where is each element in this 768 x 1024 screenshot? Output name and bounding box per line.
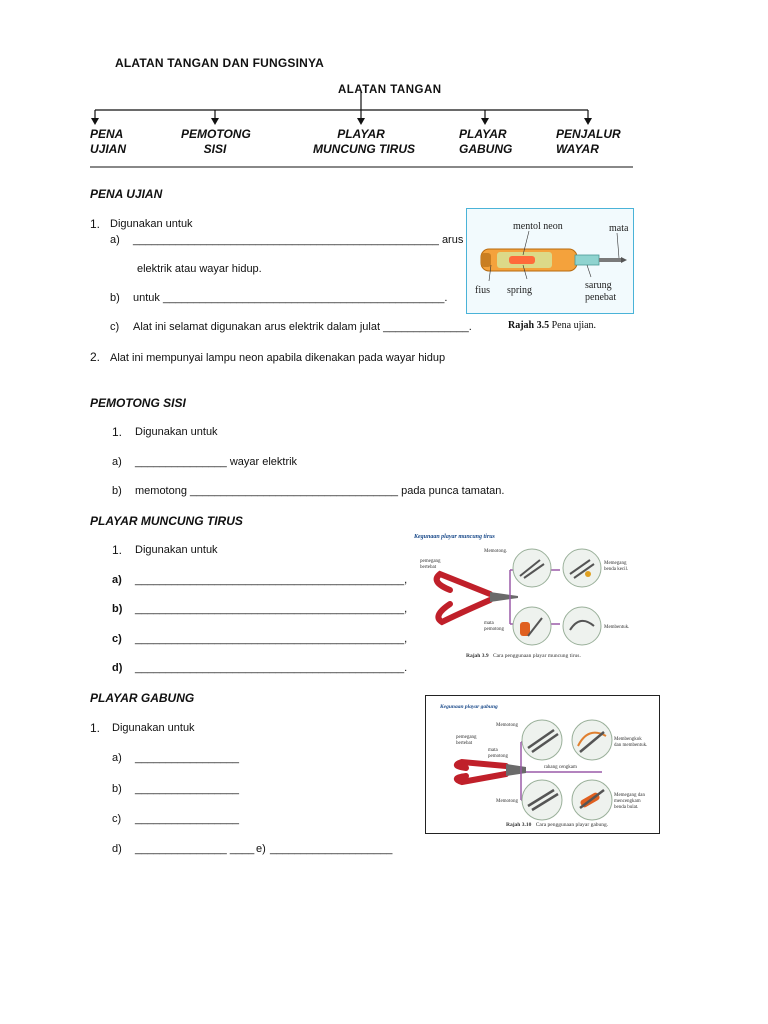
branch-line: PENA xyxy=(90,127,124,141)
item-label: d) xyxy=(112,662,123,674)
figure-caption xyxy=(508,320,596,331)
fill-blank-line: untuk ______________________________________________. xyxy=(133,292,448,304)
label-spring: spring xyxy=(507,285,532,296)
section-heading-pemotong-sisi: PEMOTONG SISI xyxy=(90,396,186,410)
branch-line: GABUNG xyxy=(459,142,513,156)
label-rahang-cengkam: rahang cengkam xyxy=(544,765,577,770)
fill-blank-line: _________________ xyxy=(135,783,240,795)
caption-number: Rajah 3.5 xyxy=(508,320,550,331)
branch-line: PLAYAR xyxy=(337,127,385,141)
caption-number: Rajah 3.9 xyxy=(466,653,489,659)
question-text: Digunakan untuk xyxy=(110,218,193,230)
question-text: Digunakan untuk xyxy=(135,426,218,438)
figure-title: Kegunaan playar gabung xyxy=(440,704,498,710)
playar-muncung-tirus-figure xyxy=(410,530,635,665)
figure-caption xyxy=(466,653,581,659)
branch-line: UJIAN xyxy=(90,142,127,156)
label-benda-kecil: benda kecil. xyxy=(604,567,629,572)
item-number: 1. xyxy=(112,425,123,439)
tree-branch-pena-ujian xyxy=(90,127,126,157)
fill-blank-line: _________________ xyxy=(135,813,240,825)
label-memotong-2: Memotong xyxy=(496,799,518,804)
label-pemegang: pemegang xyxy=(456,735,477,740)
item-number: 2. xyxy=(90,350,101,364)
fill-blank-line: ____________________________________________. xyxy=(135,662,408,674)
fill-blank-line: ____________________ xyxy=(270,843,393,855)
playar-gabung-figure xyxy=(425,695,660,834)
item-number: 1. xyxy=(112,543,123,557)
figure-title: Kegunaan playar muncung tirus xyxy=(414,534,495,540)
item-label: c) xyxy=(112,813,122,825)
fill-blank-line: _______________ ____ xyxy=(135,843,255,855)
label-memotong: Memotong. xyxy=(484,549,508,554)
label-membentuk: Membentuk. xyxy=(604,625,630,630)
tree-branch-penjalur-wayar xyxy=(556,127,621,157)
label-penebat: penebat xyxy=(585,292,617,303)
tree-root-label: ALATAN TANGAN xyxy=(338,84,442,96)
label-memegang-dan: Memegang dan xyxy=(614,793,645,798)
question-text: Digunakan untuk xyxy=(135,544,218,556)
item-label: a) xyxy=(112,456,122,468)
caption-number: Rajah 3.10 xyxy=(506,822,532,828)
item-label: b) xyxy=(112,783,122,795)
label-benda-bulat: benda bulat. xyxy=(614,805,639,810)
tree-branch-pemotong-sisi xyxy=(181,127,249,157)
fill-blank-line: memotong __________________________________ pada punca tamatan. xyxy=(135,485,505,497)
needle-nose-plier-icon xyxy=(410,530,635,665)
label-pemotong: pemotong xyxy=(484,627,504,632)
label-mata: mata xyxy=(484,621,494,626)
branch-line: SISI xyxy=(203,142,227,156)
label-membengkok: Membengkok xyxy=(614,737,642,742)
question-text: Digunakan untuk xyxy=(112,722,195,734)
label-mata: mata xyxy=(488,748,498,753)
fill-blank-line: _________________ xyxy=(135,752,240,764)
caption-text: Cara penggunaan playar gabung. xyxy=(535,822,609,828)
label-dan-membentuk: dan membentuk. xyxy=(614,743,648,748)
item-label: a) xyxy=(112,574,122,586)
branch-line: MUNCUNG TIRUS xyxy=(313,142,415,156)
section-heading-playar-gabung: PLAYAR GABUNG xyxy=(90,691,195,705)
screwdriver-tester-icon xyxy=(467,209,633,313)
label-mata: mata xyxy=(609,223,629,234)
branch-line: WAYAR xyxy=(556,142,599,156)
tree-branch-playar-gabung xyxy=(459,127,512,157)
figure-caption xyxy=(506,822,609,828)
item-number: 1. xyxy=(90,217,101,231)
pena-ujian-figure xyxy=(466,208,634,314)
item-label: c) xyxy=(110,321,120,333)
question-text: Alat ini mempunyai lampu neon apabila dikenakan pada wayar hidup xyxy=(110,352,446,364)
caption-text: Pena ujian. xyxy=(551,320,597,331)
branch-line: PLAYAR xyxy=(459,127,507,141)
fill-blank-line: ____________________________________________, xyxy=(135,574,408,586)
label-fius: fius xyxy=(475,285,490,296)
combination-plier-icon xyxy=(426,696,659,833)
caption-text: Cara penggunaan playar muncung tirus. xyxy=(493,653,581,659)
item-label: a) xyxy=(110,234,120,246)
item-label: b) xyxy=(112,485,122,497)
label-pemotong: pemotong xyxy=(488,754,508,759)
label-mencengkam: mencengkam xyxy=(614,799,641,804)
item-label: a) xyxy=(112,752,122,764)
label-pemegang: pemegang xyxy=(420,559,441,564)
label-memegang: Memegang xyxy=(604,561,627,566)
fill-blank-line: ____________________________________________, xyxy=(135,633,408,645)
item-label: d) xyxy=(112,843,122,855)
label-mentol-neon: mentol neon xyxy=(513,221,563,232)
fill-blank-line: Alat ini selamat digunakan arus elektrik dalam julat ______________. xyxy=(133,321,472,333)
section-heading-pena-ujian: PENA UJIAN xyxy=(90,187,163,201)
fill-blank-line: ____________________________________________, xyxy=(135,603,408,615)
page-title: ALATAN TANGAN DAN FUNGSINYA xyxy=(115,56,324,70)
item-label: b) xyxy=(110,292,120,304)
section-heading-playar-muncung-tirus: PLAYAR MUNCUNG TIRUS xyxy=(90,514,243,528)
item-label: b) xyxy=(112,603,123,615)
branch-line: PEMOTONG xyxy=(181,127,251,141)
fill-blank-line: __________________________________________________ arus xyxy=(133,234,464,246)
fill-blank-line: _______________ wayar elektrik xyxy=(135,456,298,468)
label-memotong: Memotong xyxy=(496,723,518,728)
tree-branch-playar-muncung-tirus xyxy=(313,127,415,157)
item-label: e) xyxy=(256,843,266,855)
question-text: elektrik atau wayar hidup. xyxy=(137,263,262,275)
label-sarung: sarung xyxy=(585,280,612,291)
label-bertebat: bertebat xyxy=(420,565,437,570)
label-bertebat: bertebat xyxy=(456,741,473,746)
item-label: c) xyxy=(112,633,122,645)
item-number: 1. xyxy=(90,721,101,735)
branch-line: PENJALUR xyxy=(556,127,621,141)
